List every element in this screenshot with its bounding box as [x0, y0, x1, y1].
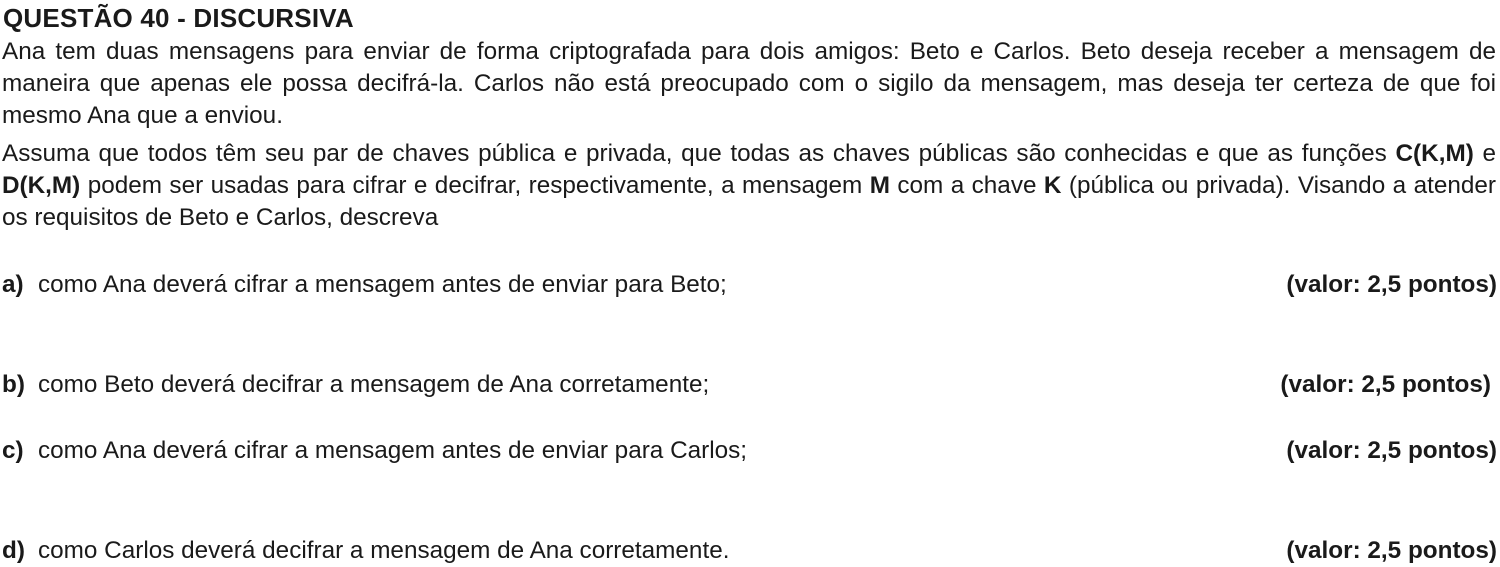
sub-question-text: como Beto deverá decifrar a mensagem de Ana corretamente; [38, 371, 710, 398]
instructions-text-1: Assuma que todos têm seu par de chaves pública e privada, que todas as chaves públicas são conhecidas e que as funções [2, 140, 1396, 167]
instructions-text-4: com a chave [889, 172, 1044, 199]
sub-question-text: como Carlos deverá decifrar a mensagem de Ana corretamente. [38, 537, 730, 564]
sub-question-letter: d) [2, 537, 25, 564]
question-instructions-paragraph [2, 138, 1496, 234]
key-variable-label: K [1043, 172, 1062, 199]
sub-question-score: (valor: 2,5 pontos) [1286, 437, 1497, 464]
sub-question-text: como Ana deverá cifrar a mensagem antes de enviar para Carlos; [38, 437, 748, 464]
sub-question-a [0, 270, 1497, 300]
sub-question-letter: c) [2, 437, 24, 464]
message-variable-label: M [869, 172, 890, 199]
sub-question-letter: a) [2, 271, 24, 298]
cipher-function-label: C(K,M) [1395, 140, 1474, 167]
instructions-text-2: e [1473, 140, 1496, 167]
sub-question-text: como Ana deverá cifrar a mensagem antes de enviar para Beto; [38, 271, 727, 298]
sub-question-score: (valor: 2,5 pontos) [1286, 537, 1497, 564]
decipher-function-label: D(K,M) [2, 172, 81, 199]
sub-question-c [0, 436, 1497, 466]
question-context-paragraph: Ana tem duas mensagens para enviar de forma criptografada para dois amigos: Beto e Carlos. Beto deseja receber a mensagem de maneira que apenas ele possa decifrá-la. Carlos não está preocupado com o sigilo da mensagem, mas deseja ter certeza de que foi mesmo Ana que a enviou. [2, 38, 1496, 129]
sub-question-score: (valor: 2,5 pontos) [1280, 371, 1491, 398]
sub-question-d [0, 536, 1497, 566]
sub-question-score: (valor: 2,5 pontos) [1286, 271, 1497, 298]
sub-question-b [0, 370, 1497, 400]
question-title: QUESTÃO 40 - DISCURSIVA [3, 3, 354, 33]
instructions-text-3: podem ser usadas para cifrar e decifrar, respectivamente, a mensagem [80, 172, 870, 199]
sub-question-letter: b) [2, 371, 25, 398]
instructions-text-5: (pública ou privada). Visando a atender os requisitos de Beto e Carlos, descreva [2, 172, 1496, 231]
